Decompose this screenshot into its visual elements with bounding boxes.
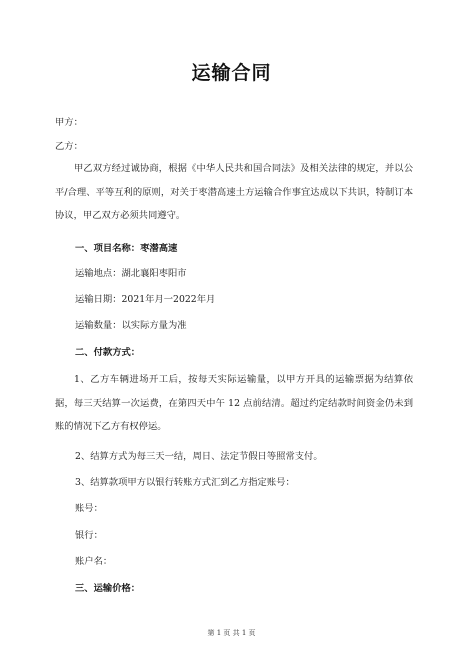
section3-heading: 三、运输价格： — [75, 583, 141, 594]
document-title: 运输合同 — [191, 62, 272, 84]
transport-location: 运输地点：湖北襄阳枣阳市 — [75, 268, 187, 279]
section2-heading: 二、付款方式： — [75, 347, 141, 358]
account-name-label: 账户名： — [75, 556, 113, 567]
payment-item-1: 1、乙方车辆进场开工后，按每天实际运输量，以甲方开具的运输票据为结算依据，每三天结算一次运费，在第四天中午 12 点前结清。超过约定结款时间资金仍未到账的情况下乙方有权停运。 — [55, 374, 413, 432]
section1-heading-value: 枣潜高速 — [140, 243, 178, 254]
section1-heading — [75, 243, 177, 255]
bank-label: 银行： — [75, 530, 103, 541]
intro-paragraph: 甲乙双方经过诚协商，根据《中华人民共和国合同法》及相关法律的规定，并以公平/合理、平等互利的原则，对关于枣潜高速土方运输合作事宜达成以下共识，特制订本协议，甲乙双方必须共同遵守。 — [55, 163, 413, 221]
section1-heading-prefix: 一、项目名称： — [75, 243, 141, 254]
payment-item-3: 3、结算款项甲方以银行转账方式汇到乙方指定账号： — [75, 477, 295, 488]
party-b-label: 乙方： — [55, 141, 83, 152]
payment-item-2: 2、结算方式为每三天一结，周日、法定节假日等照常支付。 — [75, 451, 323, 462]
transport-dates: 运输日期：2021年月一2022年月 — [75, 294, 216, 305]
party-a-label: 甲方： — [55, 117, 83, 128]
page-footer: 第 1 页 共 1 页 — [207, 629, 256, 637]
transport-quantity: 运输数量：以实际方量为准 — [75, 320, 187, 331]
account-number-label: 账号： — [75, 503, 103, 514]
